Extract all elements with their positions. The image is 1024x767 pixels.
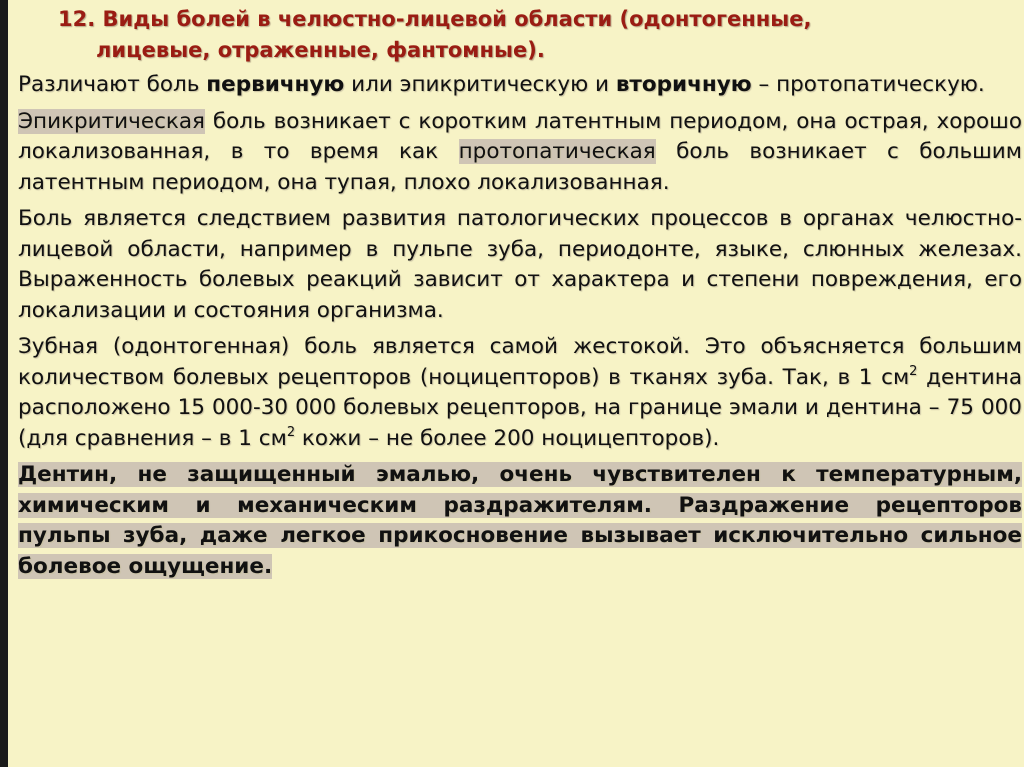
paragraph-dentin-sensitivity — [18, 460, 1022, 582]
highlight-term-protopathic: протопатическая — [458, 139, 656, 164]
text: боль возникает с большим латентным периодом, она тупая, плохо локализованная. — [18, 139, 1022, 195]
superscript: 2 — [909, 363, 918, 379]
highlight-term-epicritic: Эпикритическая — [18, 108, 205, 134]
text: кожи – не более 200 ноцицепторов). — [295, 425, 720, 451]
text: Различают боль — [18, 72, 207, 97]
text: боль возникает с коротким латентным периодом, она острая, хорошо локализованная, в то время как — [18, 108, 1022, 164]
slide-body — [18, 70, 1022, 588]
text: дентина расположено 15 000-30 000 болевых рецепторов, на границе эмали и дентина – 75 000 (для сравнения – в 1 см — [18, 364, 1022, 451]
bold-term-primary: первичную — [206, 72, 345, 97]
text: Зубная (одонтогенная) боль является самой жестокой. Это объясняется большим количеством болевых рецепторов (ноцицепторов) в тканях зуба. Так, в 1 см — [18, 334, 1022, 390]
title-line-2: лицевые, отраженные, фантомные). — [96, 38, 545, 62]
text: или эпикритическую и — [344, 72, 616, 97]
text: – протопатическую. — [751, 72, 985, 97]
paragraph-epicritic-protopathic — [18, 107, 1022, 199]
paragraph-primary-secondary-pain — [18, 70, 1022, 101]
slide — [8, 0, 1024, 767]
title-line-1: 12. Виды болей в челюстно-лицевой области (одонтогенные, — [58, 7, 812, 31]
bold-term-secondary: вторичную — [615, 72, 752, 97]
slide-title — [58, 4, 998, 66]
paragraph-pain-consequence: Боль является следствием развития патологических процессов в органах челюстно-лицевой области, например в пульпе зуба, периодонте, языке, слюнных железах. Выраженность болевых реакций зависит от характера и степени повреждения, его локализации и состояния организма. — [18, 206, 1022, 323]
highlight-paragraph: Дентин, не защищенный эмалью, очень чувствителен к температурным, химическим и механическим раздражителям. Раздражение рецепторов пульпы зуба, даже легкое прикосновение вызывает исключительно сильное болевое ощущение. — [18, 462, 1022, 579]
paragraph-dental-pain — [18, 332, 1022, 454]
superscript: 2 — [286, 424, 296, 440]
